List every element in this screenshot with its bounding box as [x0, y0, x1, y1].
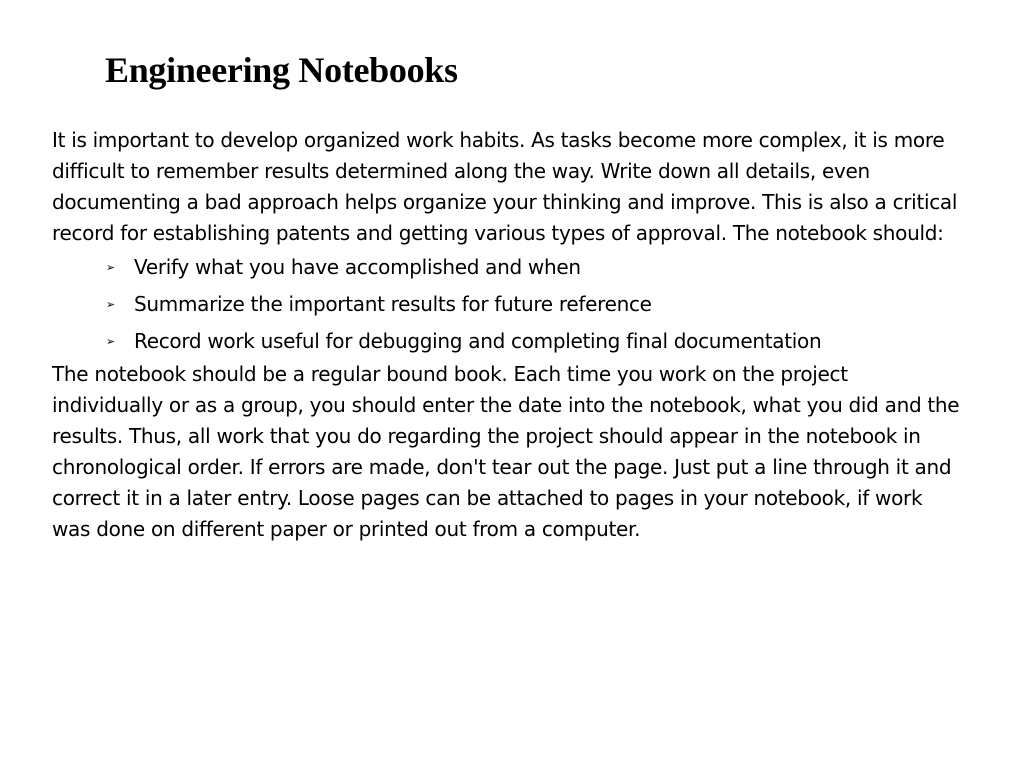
slide-title: Engineering Notebooks: [105, 50, 458, 90]
bullet-text: Verify what you have accomplished and when: [134, 255, 581, 279]
slide-body: [52, 125, 962, 545]
closing-paragraph: The notebook should be a regular bound book. Each time you work on the project individually or as a group, you should enter the date into the notebook, what you did and the results. Thus, all work that you do regarding the project should appear in the notebook in chronological order. If errors are made, don't tear out the page. Just put a line through it and correct it in a later entry. Loose pages can be attached to pages in your notebook, if work was done on different paper or printed out from a computer.: [52, 362, 960, 541]
bullet-text: Record work useful for debugging and completing final documentation: [134, 329, 822, 353]
bullet-list: [52, 252, 962, 357]
arrow-bullet-icon: ➢: [106, 298, 115, 311]
intro-paragraph: It is important to develop organized work habits. As tasks become more complex, it is more difficult to remember results determined along the way. Write down all details, even documenting a bad approach helps organize your thinking and improve. This is also a critical record for establishing patents and getting various types of approval. The notebook should:: [52, 128, 958, 245]
arrow-bullet-icon: ➢: [106, 261, 115, 274]
bullet-item: [106, 252, 962, 283]
bullet-item: [106, 289, 962, 320]
bullet-text: Summarize the important results for future reference: [134, 292, 652, 316]
bullet-item: [106, 326, 962, 357]
arrow-bullet-icon: ➢: [106, 335, 115, 348]
